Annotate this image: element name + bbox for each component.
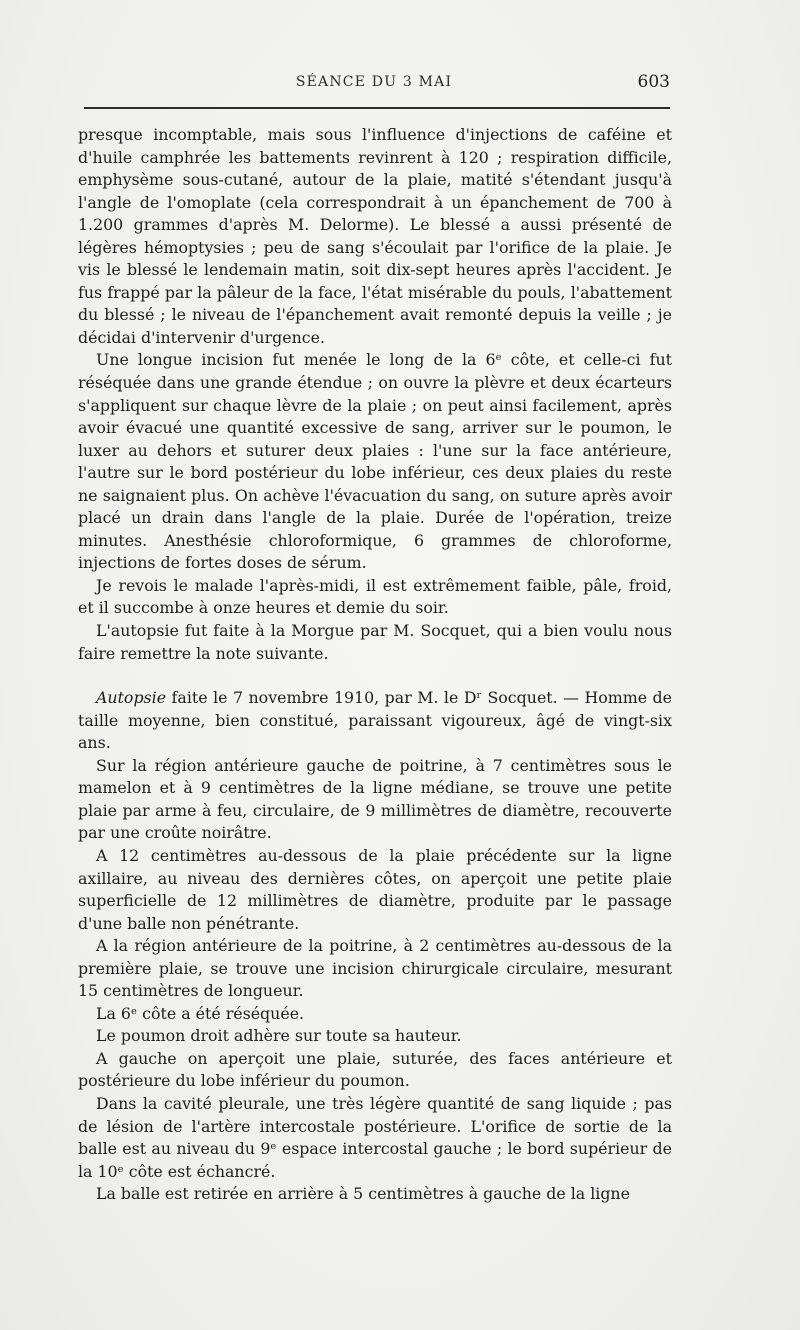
paragraph-1: presque incomptable, mais sous l'influence d'injections de caféine et d'huile camphrée les battements revinrent à 120 ; respiration difficile, emphysème sous-cutané, autour de la plaie, matité s'étendant jusqu'à l'angle de l'omoplate (cela correspondrait à un épanchement de 700 à 1.200 grammes d'après M. Delorme). Le blessé a aussi présenté de légères hémoptysies ; peu de sang s'écoulait par l'orifice de la plaie. Je vis le blessé le lendemain matin, soit dix-sept heures après l'accident. Je fus frappé par la pâleur de la face, l'état misérable du pouls, l'abattement du blessé ; le niveau de l'épanchement avait remonté depuis la veille ; je décidai d'intervenir d'urgence. bbox=[78, 125, 672, 347]
autopsy-paragraph-5: Le poumon droit adhère sur toute sa hauteur. bbox=[96, 1026, 462, 1046]
autopsy-lead-paragraph bbox=[78, 687, 672, 755]
autopsy-paragraph-3: A la région antérieure de la poitrine, à 2 centimètres au-dessous de la première plaie, se trouve une incision chirurgicale circulaire, mesurant 15 centimètres de longueur. bbox=[78, 936, 672, 1001]
autopsy-paragraph-8: La balle est retirée en arrière à 5 centimètres à gauche de la ligne bbox=[96, 1184, 630, 1204]
running-head bbox=[78, 74, 670, 98]
header-rule bbox=[84, 107, 670, 109]
autopsy-paragraph-6: A gauche on aperçoit une plaie, suturée, des faces antérieure et postérieure du lobe inférieur du poumon. bbox=[78, 1048, 672, 1091]
paragraph-4: L'autopsie fut faite à la Morgue par M. Socquet, qui a bien voulu nous faire remettre la note suivante. bbox=[78, 621, 672, 663]
autopsy-paragraph-7: Dans la cavité pleurale, une très légère quantité de sang liquide ; pas de lésion de l'artère intercostale postérieure. L'orifice de sortie de la balle est au niveau du 9ᵉ espace intercostal gauche ; le bord supérieur de la 10ᵉ côte est échancré. bbox=[78, 1093, 672, 1181]
autopsy-paragraph-1: Sur la région antérieure gauche de poitrine, à 7 centimètres sous le mamelon et à 9 centimètres de la ligne médiane, se trouve une petite plaie par arme à feu, circulaire, de 9 millimètres de diamètre, recouverte par une croûte noirâtre. bbox=[78, 755, 672, 843]
paragraph-2: Une longue incision fut menée le long de la 6ᵉ côte, et celle-ci fut réséquée dans une grande étendue ; on ouvre la plèvre et deux écarteurs s'appliquent sur chaque lèvre de la plaie ; on peut ainsi facilement, après avoir évacué une quantité excessive de sang, arriver sur le poumon, le luxer au dehors et suturer deux plaies : l'une sur la face antérieure, l'autre sur le bord postérieur du lobe inférieur, ces deux plaies du reste ne saignaient plus. On achève l'évacuation du sang, on suture après avoir placé un drain dans l'angle de la plaie. Durée de l'opération, treize minutes. Anesthésie chloroformique, 6 grammes de chloroforme, injections de fortes doses de sérum. bbox=[78, 350, 672, 573]
autopsy-paragraph-2: A 12 centimètres au-dessous de la plaie précédente sur la ligne axillaire, au niveau des dernières côtes, on aperçoit une petite plaie superficielle de 12 millimètres de diamètre, produite par le passage d'une balle non pénétrante. bbox=[78, 845, 672, 933]
autopsy-paragraph-4: La 6ᵉ côte a été réséquée. bbox=[96, 1003, 305, 1023]
paragraph-3: Je revois le malade l'après-midi, il est extrêmement faible, pâle, froid, et il succombe à onze heures et demie du soir. bbox=[78, 575, 672, 618]
autopsy-lead-text: faite le 7 novembre 1910, par M. le Dʳ Socquet. — Homme de taille moyenne, bien constitué, paraissant vigoureux, âgé de vingt-six ans. bbox=[78, 688, 672, 753]
body-text bbox=[78, 124, 672, 1206]
running-title: SÉANCE DU 3 MAI bbox=[295, 74, 453, 90]
autopsy-lead-italic: Autopsie bbox=[96, 688, 167, 708]
page-number: 603 bbox=[637, 72, 670, 92]
